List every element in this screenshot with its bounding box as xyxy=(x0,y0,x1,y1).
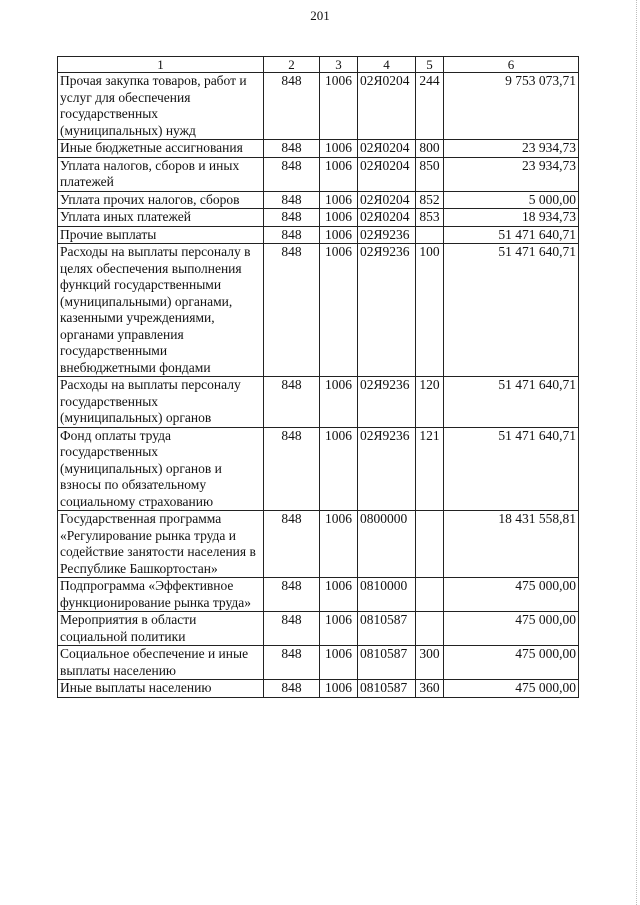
row-target-code: 02Я0204 xyxy=(358,209,416,227)
row-section-code: 1006 xyxy=(320,209,358,227)
row-expense-type: 800 xyxy=(416,140,444,158)
row-expense-type: 360 xyxy=(416,680,444,698)
header-row xyxy=(58,57,579,73)
row-ministry-code: 848 xyxy=(264,73,320,140)
row-expense-type xyxy=(416,612,444,646)
row-ministry-code: 848 xyxy=(264,244,320,377)
row-name: Мероприятия в области социальной политики xyxy=(58,612,264,646)
table-row xyxy=(58,244,579,377)
row-ministry-code: 848 xyxy=(264,191,320,209)
column-header-5: 5 xyxy=(416,57,444,73)
row-section-code: 1006 xyxy=(320,612,358,646)
row-name: Социальное обеспечение и иные выплаты населению xyxy=(58,646,264,680)
table-row xyxy=(58,578,579,612)
column-header-4: 4 xyxy=(358,57,416,73)
row-target-code: 0810587 xyxy=(358,680,416,698)
table-row xyxy=(58,680,579,698)
row-section-code: 1006 xyxy=(320,244,358,377)
budget-table xyxy=(57,56,579,698)
row-name: Иные выплаты населению xyxy=(58,680,264,698)
row-section-code: 1006 xyxy=(320,140,358,158)
column-header-6: 6 xyxy=(444,57,579,73)
row-ministry-code: 848 xyxy=(264,209,320,227)
row-amount: 18 934,73 xyxy=(444,209,579,227)
row-name: Иные бюджетные ассигнования xyxy=(58,140,264,158)
table-body xyxy=(58,73,579,698)
table-header xyxy=(58,57,579,73)
row-ministry-code: 848 xyxy=(264,646,320,680)
row-expense-type: 852 xyxy=(416,191,444,209)
row-name: Фонд оплаты труда государственных (муниципальных) органов и взносы по обязательному социальному страхованию xyxy=(58,427,264,511)
row-section-code: 1006 xyxy=(320,578,358,612)
row-ministry-code: 848 xyxy=(264,140,320,158)
row-target-code: 02Я9236 xyxy=(358,427,416,511)
row-section-code: 1006 xyxy=(320,226,358,244)
page-number: 201 xyxy=(310,8,330,23)
column-header-1: 1 xyxy=(58,57,264,73)
table-row xyxy=(58,377,579,428)
row-target-code: 02Я0204 xyxy=(358,73,416,140)
row-section-code: 1006 xyxy=(320,511,358,578)
row-amount: 18 431 558,81 xyxy=(444,511,579,578)
column-header-3: 3 xyxy=(320,57,358,73)
table-row xyxy=(58,612,579,646)
row-target-code: 02Я9236 xyxy=(358,226,416,244)
row-expense-type xyxy=(416,226,444,244)
row-expense-type: 244 xyxy=(416,73,444,140)
row-target-code: 02Я9236 xyxy=(358,377,416,428)
row-ministry-code: 848 xyxy=(264,578,320,612)
row-expense-type xyxy=(416,578,444,612)
row-name: Уплата иных платежей xyxy=(58,209,264,227)
row-target-code: 0800000 xyxy=(358,511,416,578)
row-ministry-code: 848 xyxy=(264,612,320,646)
row-section-code: 1006 xyxy=(320,73,358,140)
table-row xyxy=(58,646,579,680)
row-name: Расходы на выплаты персоналу государственных (муниципальных) органов xyxy=(58,377,264,428)
row-target-code: 0810587 xyxy=(358,646,416,680)
table-row xyxy=(58,427,579,511)
row-ministry-code: 848 xyxy=(264,377,320,428)
table-row xyxy=(58,209,579,227)
row-amount: 51 471 640,71 xyxy=(444,244,579,377)
row-expense-type: 300 xyxy=(416,646,444,680)
table-row xyxy=(58,226,579,244)
table-row xyxy=(58,157,579,191)
table-row xyxy=(58,73,579,140)
row-amount: 475 000,00 xyxy=(444,680,579,698)
row-ministry-code: 848 xyxy=(264,511,320,578)
row-amount: 9 753 073,71 xyxy=(444,73,579,140)
row-expense-type: 121 xyxy=(416,427,444,511)
row-expense-type: 853 xyxy=(416,209,444,227)
row-expense-type: 120 xyxy=(416,377,444,428)
row-name: Уплата прочих налогов, сборов xyxy=(58,191,264,209)
row-ministry-code: 848 xyxy=(264,157,320,191)
row-amount: 475 000,00 xyxy=(444,578,579,612)
scan-edge-line xyxy=(635,0,637,905)
row-name: Расходы на выплаты персоналу в целях обеспечения выполнения функций государственными (муниципальными) органами, казенными учреждениями, органами управления государственными внебюджетными фондами xyxy=(58,244,264,377)
row-target-code: 02Я0204 xyxy=(358,157,416,191)
table-row xyxy=(58,511,579,578)
row-section-code: 1006 xyxy=(320,680,358,698)
row-name: Подпрограмма «Эффективное функционирование рынка труда» xyxy=(58,578,264,612)
row-expense-type: 100 xyxy=(416,244,444,377)
row-section-code: 1006 xyxy=(320,377,358,428)
row-expense-type: 850 xyxy=(416,157,444,191)
row-amount: 51 471 640,71 xyxy=(444,427,579,511)
row-amount: 51 471 640,71 xyxy=(444,377,579,428)
row-amount: 23 934,73 xyxy=(444,157,579,191)
row-expense-type xyxy=(416,511,444,578)
row-target-code: 02Я0204 xyxy=(358,140,416,158)
row-target-code: 02Я9236 xyxy=(358,244,416,377)
row-name: Прочая закупка товаров, работ и услуг для обеспечения государственных (муниципальных) нужд xyxy=(58,73,264,140)
table-row xyxy=(58,191,579,209)
column-header-2: 2 xyxy=(264,57,320,73)
row-name: Уплата налогов, сборов и иных платежей xyxy=(58,157,264,191)
row-amount: 475 000,00 xyxy=(444,646,579,680)
table-row xyxy=(58,140,579,158)
row-name: Государственная программа «Регулирование рынка труда и содействие занятости населения в Республике Башкортостан» xyxy=(58,511,264,578)
row-section-code: 1006 xyxy=(320,427,358,511)
row-amount: 475 000,00 xyxy=(444,612,579,646)
row-amount: 5 000,00 xyxy=(444,191,579,209)
row-amount: 23 934,73 xyxy=(444,140,579,158)
row-section-code: 1006 xyxy=(320,646,358,680)
row-ministry-code: 848 xyxy=(264,226,320,244)
row-amount: 51 471 640,71 xyxy=(444,226,579,244)
row-target-code: 02Я0204 xyxy=(358,191,416,209)
row-ministry-code: 848 xyxy=(264,427,320,511)
row-name: Прочие выплаты xyxy=(58,226,264,244)
row-target-code: 0810000 xyxy=(358,578,416,612)
row-section-code: 1006 xyxy=(320,157,358,191)
row-section-code: 1006 xyxy=(320,191,358,209)
row-ministry-code: 848 xyxy=(264,680,320,698)
row-target-code: 0810587 xyxy=(358,612,416,646)
